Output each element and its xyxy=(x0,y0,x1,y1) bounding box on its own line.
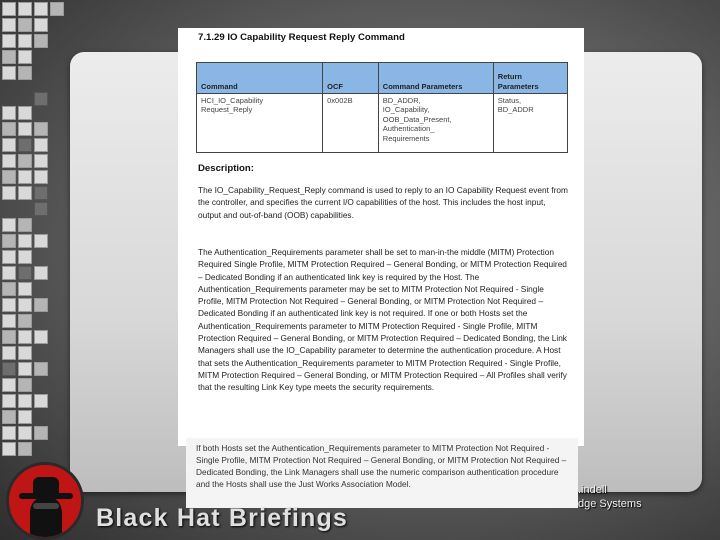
command-table xyxy=(196,62,568,153)
header-return-parameters: Return Parameters xyxy=(493,63,567,94)
cell-text: Status, xyxy=(497,96,522,105)
section-title: 7.1.29 IO Capability Request Reply Command xyxy=(198,32,405,43)
cell-command-parameters xyxy=(378,94,493,153)
table-header-row xyxy=(197,63,568,94)
cell-ocf: 0x002B xyxy=(323,94,379,153)
cell-text: Request_Reply xyxy=(201,105,253,115)
brand-title: Black Hat Briefings xyxy=(96,504,349,532)
presenter-info xyxy=(578,483,642,511)
table-row xyxy=(197,94,568,153)
header-ocf: OCF xyxy=(323,63,379,94)
spec-document-page xyxy=(178,28,584,446)
cell-text: Requirements xyxy=(382,133,430,143)
cell-text: BD_ADDR xyxy=(497,105,534,115)
description-heading: Description: xyxy=(198,163,254,174)
cell-return-parameters xyxy=(493,94,567,153)
cell-text: HCI_IO_Capability xyxy=(201,96,264,105)
description-paragraph-1: The IO_Capability_Request_Reply command is used to reply to an IO Capability Request event from the controller, and specifies the current I/O capabilities of the host. This includes the host input, output and out-of-band (OOB) capabilities. xyxy=(198,185,568,220)
header-command: Command xyxy=(197,63,323,94)
spec-document-fragment xyxy=(186,438,578,508)
cell-text: OOB_Data_Present, xyxy=(382,114,452,124)
decorative-tile-mosaic xyxy=(0,0,64,540)
black-hat-logo-icon xyxy=(6,462,84,540)
cell-text: BD_ADDR, xyxy=(382,96,421,105)
cell-text: Authentication_ xyxy=(382,124,435,134)
cell-command xyxy=(197,94,323,153)
header-command-parameters: Command Parameters xyxy=(378,63,493,94)
description-paragraph-2: The Authentication_Requirements parameter shall be set to man-in-the middle (MITM) Protection Required Single Profile, MITM Protection Required – General Bonding, or MITM Protection Required – Dedicated Bonding if an authenticated link key is required by the Host. The Authentication_Requirements parameter may be set to MITM Protection Not Required - Single Profile, MITM Protection Not Required – General Bonding, or MITM Protection Not Required – Dedicated Bonding if an authenticated link key is not required. If one or both Hosts set the Authentication_Requirements parameter to MITM Protection Required - Single Profile, MITM Protection Required – General Bonding, or MITM Protection Required – Dedicated Bonding, the Link Managers shall use the IO_Capability parameter to determine the authentication procedure. A Host that sets the Authentication_Requirements parameter to MITM Protection Required - Single Profile, MITM Protection Required – General Bonding, or MITM Protection Required – All Profiles shall verify that the resulting Link Key type meets the security requirements. xyxy=(198,247,567,393)
presenter-company: dge Systems xyxy=(578,498,642,510)
presenter-name: .indell xyxy=(578,484,607,496)
cell-text: IO_Capability, xyxy=(382,105,430,115)
description-paragraph-3: If both Hosts set the Authentication_Requirements parameter to MITM Protection Not Required - Single Profile, MITM Protection Not Required – General Bonding, or MITM Protection Not Required – Dedicated Bonding, the Link Managers shall use the numeric comparison authentication procedure and the Hosts shall use the Just Works Association Model. xyxy=(196,443,567,490)
